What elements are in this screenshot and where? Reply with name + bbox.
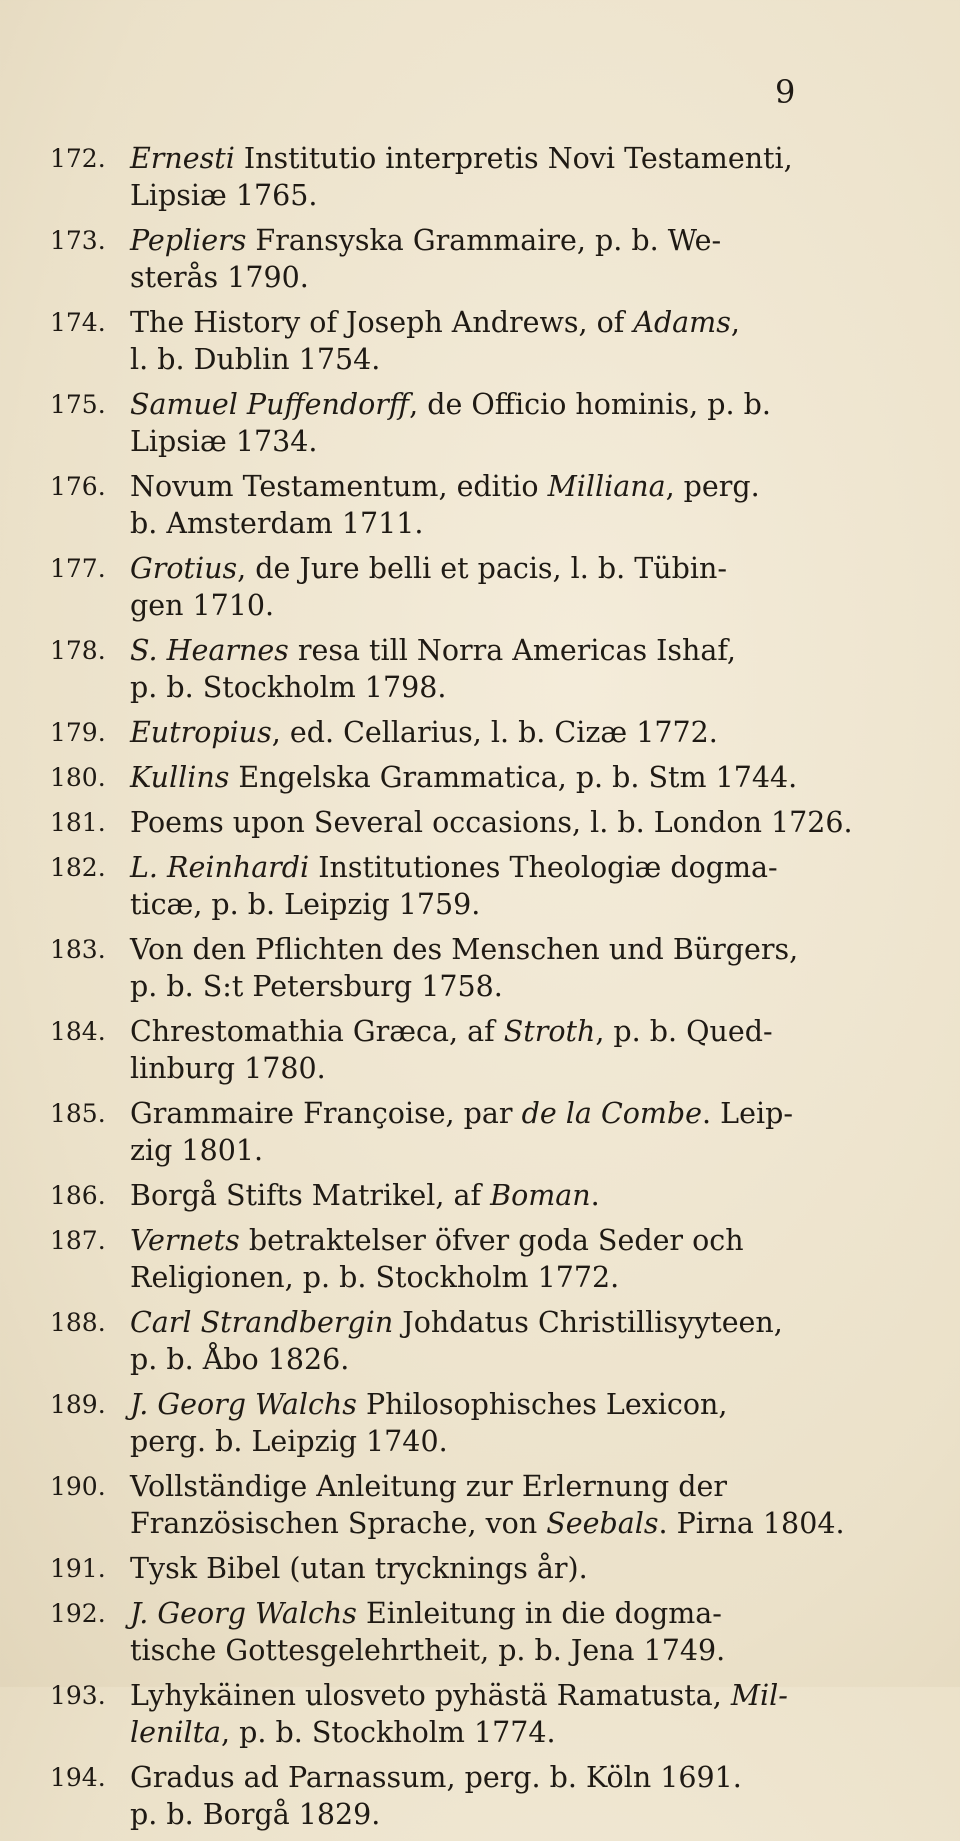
entry-line: [130, 1759, 840, 1796]
catalog-entry: [50, 759, 840, 796]
entry-line: [130, 804, 853, 841]
entry-text-segment: , ed. Cellarius, l. b. Cizæ 1772.: [271, 716, 718, 749]
entry-text-segment: Johdatus Christillisyyteen,: [393, 1306, 783, 1339]
entry-text-segment: Chrestomathia Græca, af: [130, 1015, 504, 1048]
entry-text: [130, 1222, 840, 1296]
entry-text-segment: Institutiones Theologiæ dogma-: [309, 851, 778, 884]
italic-name: Mil-: [730, 1679, 788, 1712]
entry-line: [130, 1095, 840, 1132]
catalog-entry: [50, 714, 840, 751]
catalog-entry: [50, 1468, 845, 1542]
entry-text: [130, 714, 840, 751]
entry-text: [130, 386, 840, 460]
entry-text-segment: l. b. Dublin 1754.: [130, 343, 381, 376]
catalog-entry: [50, 804, 853, 841]
entry-text: [130, 304, 840, 378]
entry-line: [130, 1304, 840, 1341]
entry-line: [130, 423, 840, 460]
catalog-entry: [50, 1386, 840, 1460]
entry-line: [130, 886, 840, 923]
entry-text-segment: . Leip-: [702, 1097, 793, 1130]
catalog-entries: [50, 140, 853, 1841]
entry-number: 178.: [50, 636, 106, 665]
entry-number: 188.: [50, 1308, 106, 1337]
entry-text-segment: p. b. Åbo 1826.: [130, 1343, 350, 1376]
entry-text-segment: . Pirna 1804.: [658, 1507, 845, 1540]
entry-text-segment: Philosophisches Lexicon,: [356, 1388, 728, 1421]
entry-line: [130, 669, 840, 706]
entry-text-segment: zig 1801.: [130, 1134, 264, 1167]
entry-text: [130, 1304, 840, 1378]
entry-text-segment: p. b. Stockholm 1798.: [130, 671, 447, 704]
entry-number: 190.: [50, 1472, 106, 1501]
italic-name: Kullins: [130, 761, 230, 794]
entry-text: [130, 1177, 840, 1214]
entry-number: 191.: [50, 1554, 106, 1583]
entry-number: 179.: [50, 718, 106, 747]
catalog-entry: [50, 1304, 840, 1378]
entry-line: [130, 1222, 840, 1259]
entry-text-segment: p. b. S:t Petersburg 1758.: [130, 970, 503, 1003]
entry-text-segment: Tysk Bibel (utan trycknings år).: [130, 1552, 588, 1585]
entry-number: 177.: [50, 554, 106, 583]
italic-name: Samuel Puffendorff: [130, 388, 410, 421]
entry-text-segment: Gradus ad Parnassum, perg. b. Köln 1691.: [130, 1761, 742, 1794]
entry-line: [130, 931, 840, 968]
italic-name: Vernets: [130, 1224, 240, 1257]
entry-line: [130, 1632, 840, 1669]
italic-name: lenilta: [130, 1716, 222, 1749]
entry-text-segment: Religionen, p. b. Stockholm 1772.: [130, 1261, 620, 1294]
catalog-entry: [50, 931, 840, 1005]
entry-line: [130, 1341, 840, 1378]
entry-text-segment: Poems upon Several occasions, l. b. London 1726.: [130, 806, 853, 839]
catalog-entry: [50, 849, 840, 923]
catalog-entry: [50, 1759, 840, 1833]
entry-line: [130, 1386, 840, 1423]
entry-text-segment: Fransyska Grammaire, p. b. We-: [246, 224, 722, 257]
entry-text-segment: ,: [730, 306, 740, 339]
italic-name: Adams: [633, 306, 731, 339]
entry-line: [130, 1050, 840, 1087]
entry-text: [130, 140, 840, 214]
entry-line: [130, 1550, 840, 1587]
entry-line: [130, 1468, 840, 1505]
entry-text-segment: Einleitung in die dogma-: [356, 1597, 722, 1630]
entry-text-segment: , p. b. Qued-: [595, 1015, 773, 1048]
entry-line: [130, 140, 840, 177]
entry-number: 173.: [50, 226, 106, 255]
entry-text-segment: ticæ, p. b. Leipzig 1759.: [130, 888, 481, 921]
entry-text: [130, 1677, 840, 1751]
entry-number: 176.: [50, 472, 106, 501]
entry-text: [130, 1386, 840, 1460]
entry-number: 180.: [50, 763, 106, 792]
entry-text-segment: Lipsiæ 1734.: [130, 425, 318, 458]
entry-text-segment: , de Jure belli et pacis, l. b. Tübin-: [237, 552, 727, 585]
entry-line: [130, 259, 840, 296]
entry-line: [130, 849, 840, 886]
entry-line: [130, 222, 840, 259]
entry-line: [130, 968, 840, 1005]
entry-line: [130, 177, 840, 214]
italic-name: de la Combe: [521, 1097, 703, 1130]
entry-number: 189.: [50, 1390, 106, 1419]
catalog-entry: [50, 632, 840, 706]
entry-text-segment: Französischen Sprache, von: [130, 1507, 547, 1540]
entry-text: [130, 468, 840, 542]
entry-text-segment: tische Gottesgelehrtheit, p. b. Jena 1749.: [130, 1634, 726, 1667]
entry-line: [130, 304, 840, 341]
catalog-entry: [50, 468, 840, 542]
entry-number: 186.: [50, 1181, 106, 1210]
italic-name: J. Georg Walchs: [130, 1388, 357, 1421]
catalog-entry: [50, 550, 840, 624]
entry-text-segment: gen 1710.: [130, 589, 275, 622]
entry-text-segment: sterås 1790.: [130, 261, 309, 294]
entry-line: [130, 1177, 840, 1214]
entry-line: [130, 1595, 840, 1632]
entry-line: [130, 1796, 840, 1833]
entry-text-segment: , de Officio hominis, p. b.: [409, 388, 771, 421]
entry-text-segment: , p. b. Stockholm 1774.: [221, 1716, 556, 1749]
catalog-entry: [50, 1222, 840, 1296]
catalog-entry: [50, 386, 840, 460]
entry-text: [130, 759, 840, 796]
entry-text-segment: Institutio interpretis Novi Testamenti,: [234, 142, 793, 175]
entry-text: [130, 222, 840, 296]
entry-text-segment: , perg.: [665, 470, 760, 503]
italic-name: Grotius: [130, 552, 238, 585]
entry-text-segment: The History of Joseph Andrews, of: [130, 306, 634, 339]
italic-name: Boman: [490, 1179, 591, 1212]
entry-line: [130, 1677, 840, 1714]
entry-text: [130, 1595, 840, 1669]
entry-text: [130, 1095, 840, 1169]
entry-line: [130, 587, 840, 624]
entry-text-segment: linburg 1780.: [130, 1052, 326, 1085]
entry-line: [130, 1714, 840, 1751]
entry-line: [130, 1505, 845, 1542]
entry-text-segment: resa till Norra Americas Ishaf,: [288, 634, 736, 667]
entry-text: [130, 1468, 845, 1542]
italic-name: Stroth: [503, 1015, 596, 1048]
entry-number: 183.: [50, 935, 106, 964]
catalog-entry: [50, 304, 840, 378]
entry-line: [130, 714, 840, 751]
entry-line: [130, 1259, 840, 1296]
entry-text-segment: Lipsiæ 1765.: [130, 179, 318, 212]
catalog-entry: [50, 1013, 840, 1087]
italic-name: S. Hearnes: [130, 634, 289, 667]
catalog-entry: [50, 222, 840, 296]
entry-text: [130, 849, 840, 923]
entry-number: 193.: [50, 1681, 106, 1710]
entry-number: 194.: [50, 1763, 106, 1792]
catalog-entry: [50, 1677, 840, 1751]
entry-text-segment: b. Amsterdam 1711.: [130, 507, 424, 540]
entry-line: [130, 759, 840, 796]
entry-text: [130, 1550, 840, 1587]
entry-text: [130, 804, 853, 841]
entry-text: [130, 1759, 840, 1833]
entry-line: [130, 550, 840, 587]
italic-name: Ernesti: [130, 142, 235, 175]
catalog-entry: [50, 140, 840, 214]
italic-name: Pepliers: [130, 224, 247, 257]
entry-number: 172.: [50, 144, 106, 173]
entry-number: 182.: [50, 853, 106, 882]
entry-text-segment: Borgå Stifts Matrikel, af: [130, 1179, 491, 1212]
entry-line: [130, 632, 840, 669]
entry-line: [130, 468, 840, 505]
entry-number: 181.: [50, 808, 106, 837]
catalog-entry: [50, 1595, 840, 1669]
entry-line: [130, 505, 840, 542]
entry-text-segment: Lyhykäinen ulosveto pyhästä Ramatusta,: [130, 1679, 731, 1712]
entry-line: [130, 1423, 840, 1460]
italic-name: Seebals: [546, 1507, 659, 1540]
catalog-entry: [50, 1177, 840, 1214]
entry-text-segment: Novum Testamentum, editio: [130, 470, 548, 503]
italic-name: Carl Strandbergin: [130, 1306, 394, 1339]
entry-text-segment: betraktelser öfver goda Seder och: [239, 1224, 744, 1257]
entry-text-segment: p. b. Borgå 1829.: [130, 1798, 381, 1831]
italic-name: L. Reinhardi: [130, 851, 310, 884]
entry-line: [130, 1132, 840, 1169]
entry-text: [130, 550, 840, 624]
entry-text-segment: Grammaire Françoise, par: [130, 1097, 522, 1130]
entry-number: 187.: [50, 1226, 106, 1255]
entry-text-segment: Engelska Grammatica, p. b. Stm 1744.: [229, 761, 798, 794]
italic-name: J. Georg Walchs: [130, 1597, 357, 1630]
entry-line: [130, 1013, 840, 1050]
italic-name: Eutropius: [130, 716, 272, 749]
entry-line: [130, 341, 840, 378]
entry-number: 185.: [50, 1099, 106, 1128]
entry-number: 175.: [50, 390, 106, 419]
entry-text-segment: perg. b. Leipzig 1740.: [130, 1425, 448, 1458]
entry-number: 174.: [50, 308, 106, 337]
entry-text-segment: Vollständige Anleitung zur Erlernung der: [130, 1470, 727, 1503]
entry-text-segment: .: [590, 1179, 600, 1212]
page-number: 9: [775, 73, 796, 111]
entry-line: [130, 386, 840, 423]
entry-text-segment: Von den Pflichten des Menschen und Bürgers,: [130, 933, 799, 966]
italic-name: Milliana: [547, 470, 666, 503]
entry-text: [130, 1013, 840, 1087]
catalog-entry: [50, 1095, 840, 1169]
catalog-entry: [50, 1550, 840, 1587]
entry-number: 192.: [50, 1599, 106, 1628]
entry-text: [130, 931, 840, 1005]
entry-text: [130, 632, 840, 706]
entry-number: 184.: [50, 1017, 106, 1046]
